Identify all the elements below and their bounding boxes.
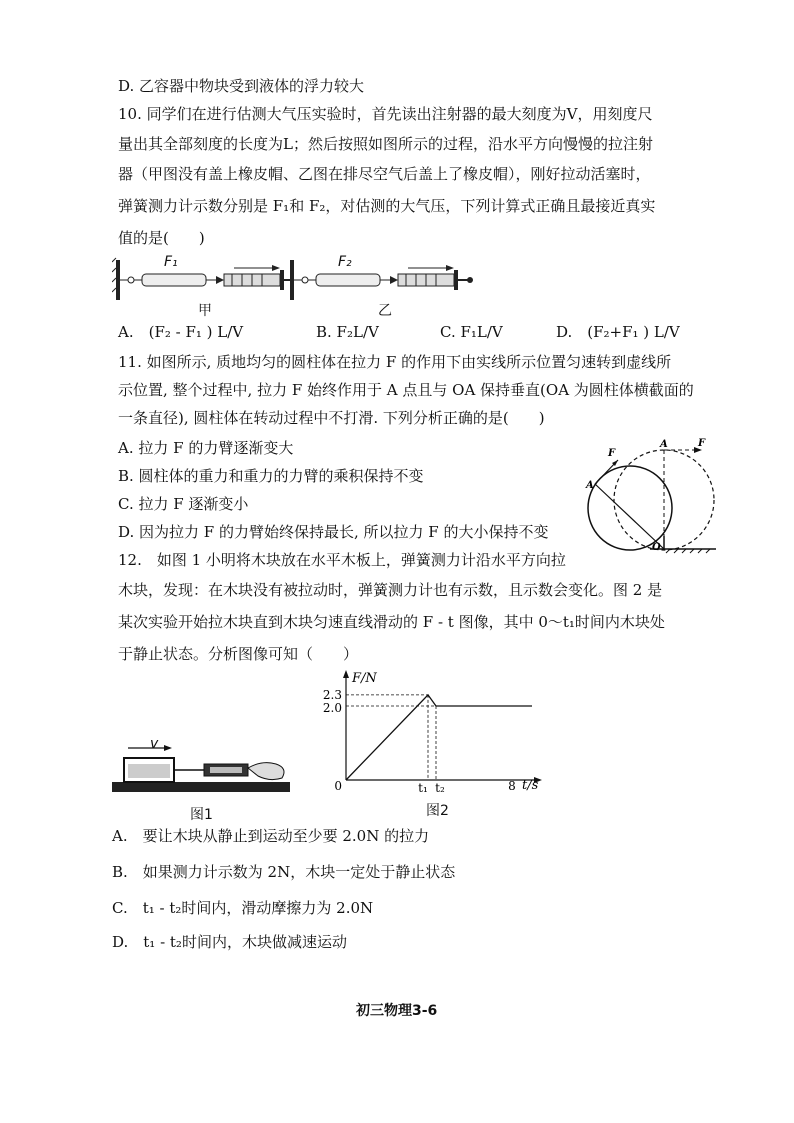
x-tick-t2: t₂ [435, 781, 445, 794]
q12-line-4: 于静止状态。分析图像可知（ ） [118, 645, 359, 663]
x-axis-label: t/s [522, 778, 539, 793]
q12-line-1: 12. 如图 1 小明将木块放在水平木板上，弹簧测力计沿水平方向拉 [118, 551, 566, 569]
hand [248, 763, 284, 780]
cylinder-rotation-figure [580, 436, 720, 558]
q10-line-1: 10. 同学们在进行估测大气压实验时，首先读出注射器的最大刻度为V，用刻度尺 [118, 105, 653, 123]
label-v: v [150, 736, 159, 752]
q11-line-1: 11. 如图所示, 质地均匀的圆柱体在拉力 F 的作用下由实线所示位置匀速转到虚线所 [118, 353, 672, 371]
label-a-solid: A [586, 480, 594, 491]
block-pull-figure [112, 734, 292, 802]
label-force-dashed: F [698, 438, 706, 449]
x-tick-0: 0 [334, 779, 342, 793]
q10-option-b: B. F₂L/V [316, 323, 379, 341]
q11-option-b: B. 圆柱体的重力和重力的力臂的乘积保持不变 [118, 467, 424, 485]
label-yi: 乙 [378, 303, 392, 319]
q11-option-a: A. 拉力 F 的力臂逐渐变大 [118, 439, 294, 457]
label-jia: 甲 [198, 303, 212, 319]
x-tick-t1: t₁ [418, 781, 428, 794]
q10-line-3: 器（甲图没有盖上橡皮帽、乙图在排尽空气后盖上了橡皮帽），刚好拉动活塞时， [118, 165, 651, 183]
fig1-caption: 图1 [190, 807, 213, 823]
q11-line-3: 一条直径), 圆柱体在转动过程中不打滑. 下列分析正确的是( ) [118, 409, 545, 427]
label-force-solid: F [608, 448, 616, 459]
q10-option-d: D. (F₂+F₁ ) L/V [556, 323, 680, 341]
y-tick-2-0: 2.0 [322, 701, 342, 715]
f-t-chart [318, 668, 548, 794]
solid-diameter-oa [595, 484, 664, 549]
q12-option-d: D. t₁ - t₂时间内，木块做减速运动 [112, 933, 347, 951]
label-f2: F₂ [338, 254, 352, 270]
q11-option-c: C. 拉力 F 逐渐变小 [118, 495, 249, 513]
series-line [346, 695, 532, 780]
label-o: O [652, 542, 661, 553]
q10-line-2: 量出其全部刻度的长度为L；然后按照如图所示的过程，沿水平方向慢慢的拉注射 [118, 135, 653, 153]
q11-option-d: D. 因为拉力 F 的力臂始终保持最长, 所以拉力 F 的大小保持不变 [118, 523, 549, 541]
q9-option-d: D. 乙容器中物块受到液体的浮力较大 [118, 77, 365, 95]
label-f1: F₁ [164, 254, 178, 270]
x-tick-8: 8 [508, 779, 516, 793]
y-tick-2-3: 2.3 [322, 687, 342, 702]
q12-line-2: 木块，发现：在木块没有被拉动时，弹簧测力计也有示数，且示数会变化。图 2 是 [118, 581, 663, 599]
y-axis-label: F/N [352, 671, 377, 686]
board [112, 782, 290, 792]
page-footer: 初三物理3-6 [356, 1003, 438, 1019]
q12-line-3: 某次实验开始拉木块直到木块匀速直线滑动的 F - t 图像，其中 0～t₁时间内木块处 [118, 613, 665, 631]
label-a-dashed: A [660, 439, 668, 450]
q11-line-2: 示位置, 整个过程中, 拉力 F 始终作用于 A 点且与 OA 保持垂直(OA 为圆柱体横截面的 [118, 381, 694, 399]
q12-option-a: A. 要让木块从静止到运动至少要 2.0N 的拉力 [112, 827, 430, 845]
q10-option-c: C. F₁L/V [440, 323, 503, 341]
syringe-setup-yi [290, 260, 473, 300]
q10-option-a: A. (F₂ - F₁ ) L/V [118, 323, 244, 341]
q10-line-4: 弹簧测力计示数分别是 F₁和 F₂，对估测的大气压，下列计算式正确且最接近真实 [118, 197, 656, 215]
q12-option-c: C. t₁ - t₂时间内，滑动摩擦力为 2.0N [112, 899, 374, 917]
syringe-setup-jia [112, 258, 292, 300]
q12-option-b: B. 如果测力计示数为 2N，木块一定处于静止状态 [112, 863, 456, 881]
q10-line-5: 值的是( ) [118, 229, 205, 247]
fig2-caption: 图2 [426, 803, 449, 819]
